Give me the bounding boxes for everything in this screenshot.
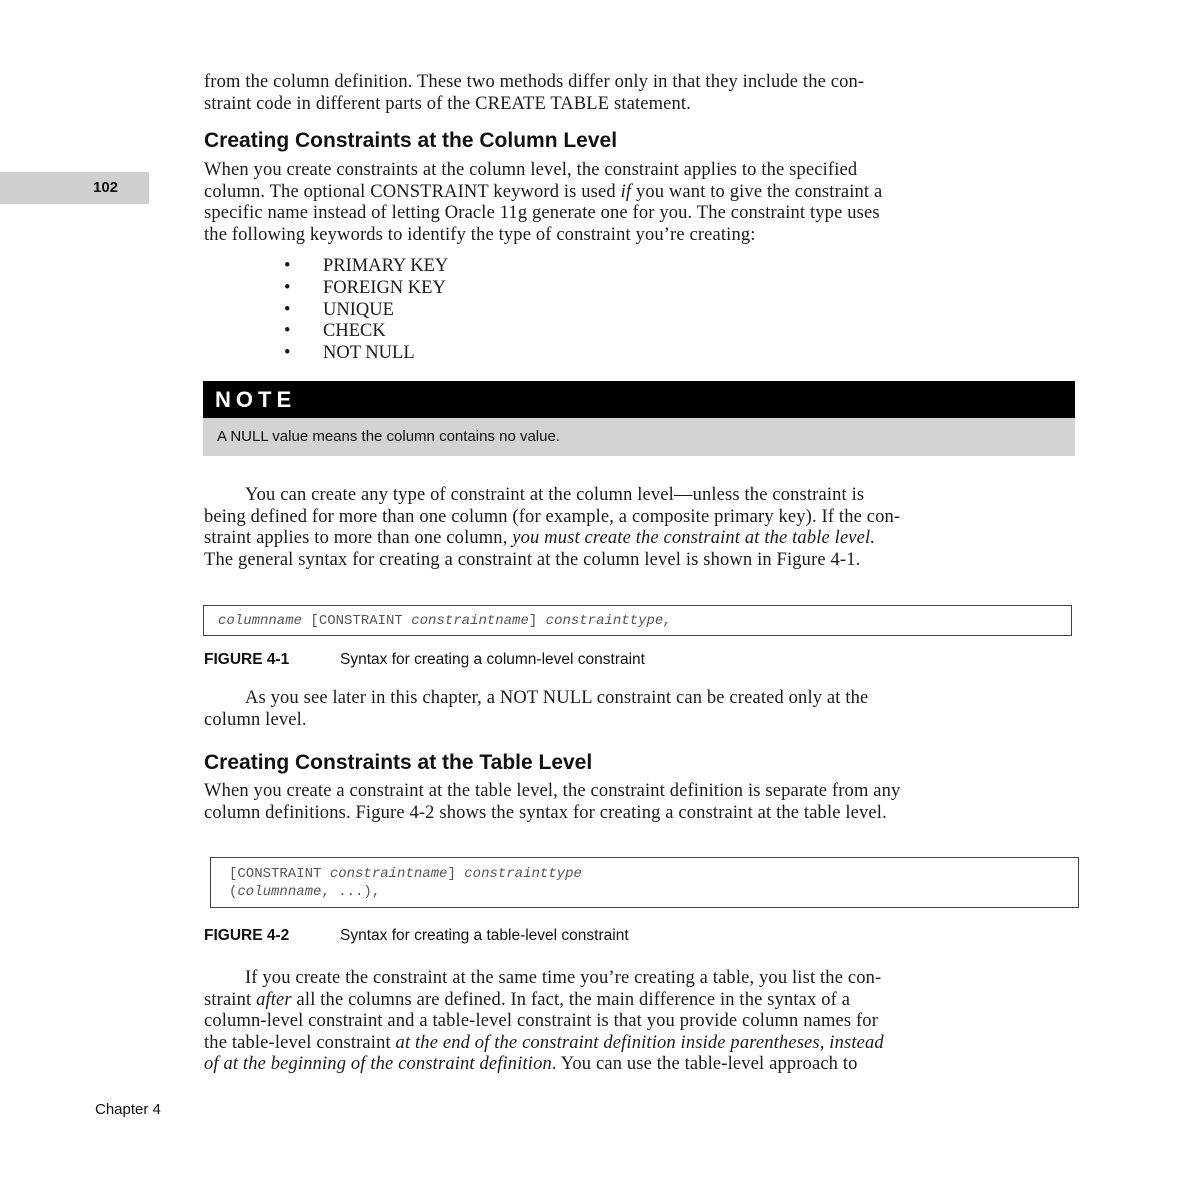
figure-caption-text: Syntax for creating a table-level constraint (340, 927, 629, 944)
list-item: • PRIMARY KEY (284, 256, 448, 278)
code-token: constrainttype (464, 866, 582, 882)
page-number: 102 (93, 179, 119, 196)
code-token: ] (447, 866, 465, 882)
text-line: The general syntax for creating a constraint at the column level is shown in Figure 4-1. (204, 549, 861, 570)
table-level-paragraph (204, 781, 1076, 824)
code-line (229, 883, 1078, 901)
text-line: the following keywords to identify the type of constraint you’re creating: (204, 224, 756, 245)
note-body (203, 418, 1075, 456)
figure-caption-text: Syntax for creating a column-level constraint (340, 651, 645, 668)
code-token: columnname (237, 884, 322, 900)
note-header (203, 381, 1075, 418)
text-line: straint code in different parts of the CREATE TABLE statement. (204, 93, 691, 114)
note-text: A NULL value means the column contains no value. (217, 428, 560, 445)
code-token: constraintname (329, 866, 448, 882)
figure-4-1-caption (204, 651, 645, 669)
figure-4-2-code-box (210, 857, 1079, 908)
list-item: • FOREIGN KEY (284, 278, 448, 300)
constraint-type-list (284, 256, 448, 365)
text-line: If you create the constraint at the same time you’re creating a table, you list the con- (245, 968, 882, 988)
text-line: When you create a constraint at the table level, the constraint definition is separate from any (204, 781, 901, 801)
text-line: straint applies to more than one column, you must create the constraint at the table level. (204, 528, 876, 548)
code-token: [CONSTRAINT (229, 866, 330, 882)
text-line: column definitions. Figure 4-2 shows the syntax for creating a constraint at the table level. (204, 802, 887, 823)
text-line: When you create constraints at the column level, the constraint applies to the specified (204, 160, 858, 180)
text-line: straint after all the columns are defined. In fact, the main difference in the syntax of a (204, 989, 851, 1010)
code-token: ( (229, 884, 238, 900)
intro-paragraph (204, 72, 1076, 115)
figure-4-2-caption (204, 927, 629, 945)
text-line: specific name instead of letting Oracle 11g generate one for you. The constraint type uses (204, 203, 880, 223)
text-line: from the column definition. These two methods differ only in that they include the con- (204, 72, 865, 92)
text-line: being defined for more than one column (for example, a composite primary key). If the con- (204, 506, 901, 527)
text-line: column. The optional CONSTRAINT keyword is used if you want to give the constraint a (204, 181, 883, 202)
figure-label: FIGURE 4-1 (204, 651, 290, 668)
paragraph-any-constraint (204, 485, 1076, 571)
list-item: • UNIQUE (284, 300, 448, 322)
page-number-tab (0, 172, 149, 204)
code-line (229, 865, 1078, 883)
section-heading-table-level: Creating Constraints at the Table Level (204, 751, 593, 774)
section-heading-column-level: Creating Constraints at the Column Level (204, 129, 618, 152)
code-token: , ...), (321, 884, 381, 900)
list-item: • CHECK (284, 321, 448, 343)
text-line: column-level constraint and a table-level constraint is that you provide column names for (204, 1011, 879, 1031)
figure-label: FIGURE 4-2 (204, 927, 290, 944)
column-level-paragraph (204, 160, 1076, 246)
text-line: of at the beginning of the constraint definition. You can use the table-level approach to (204, 1054, 858, 1074)
list-item: • NOT NULL (284, 343, 448, 365)
text-line: You can create any type of constraint at the column level—unless the constraint is (245, 485, 865, 505)
code-token: constraintname (411, 613, 529, 629)
code-token: columnname (218, 613, 303, 629)
code-token: [CONSTRAINT (302, 613, 412, 629)
code-token: ] (528, 613, 546, 629)
chapter-footer: Chapter 4 (95, 1101, 161, 1118)
figure-4-1-code-box (203, 605, 1072, 636)
text-line: the table-level constraint at the end of the constraint definition inside parentheses, instead (204, 1032, 884, 1053)
code-token: constrainttype, (545, 613, 672, 629)
paragraph-table-level-syntax (204, 968, 1076, 1076)
note-title: NOTE (215, 387, 297, 412)
paragraph-not-null (204, 688, 1076, 731)
text-line: column level. (204, 709, 307, 730)
text-line: As you see later in this chapter, a NOT NULL constraint can be created only at the (245, 688, 869, 708)
